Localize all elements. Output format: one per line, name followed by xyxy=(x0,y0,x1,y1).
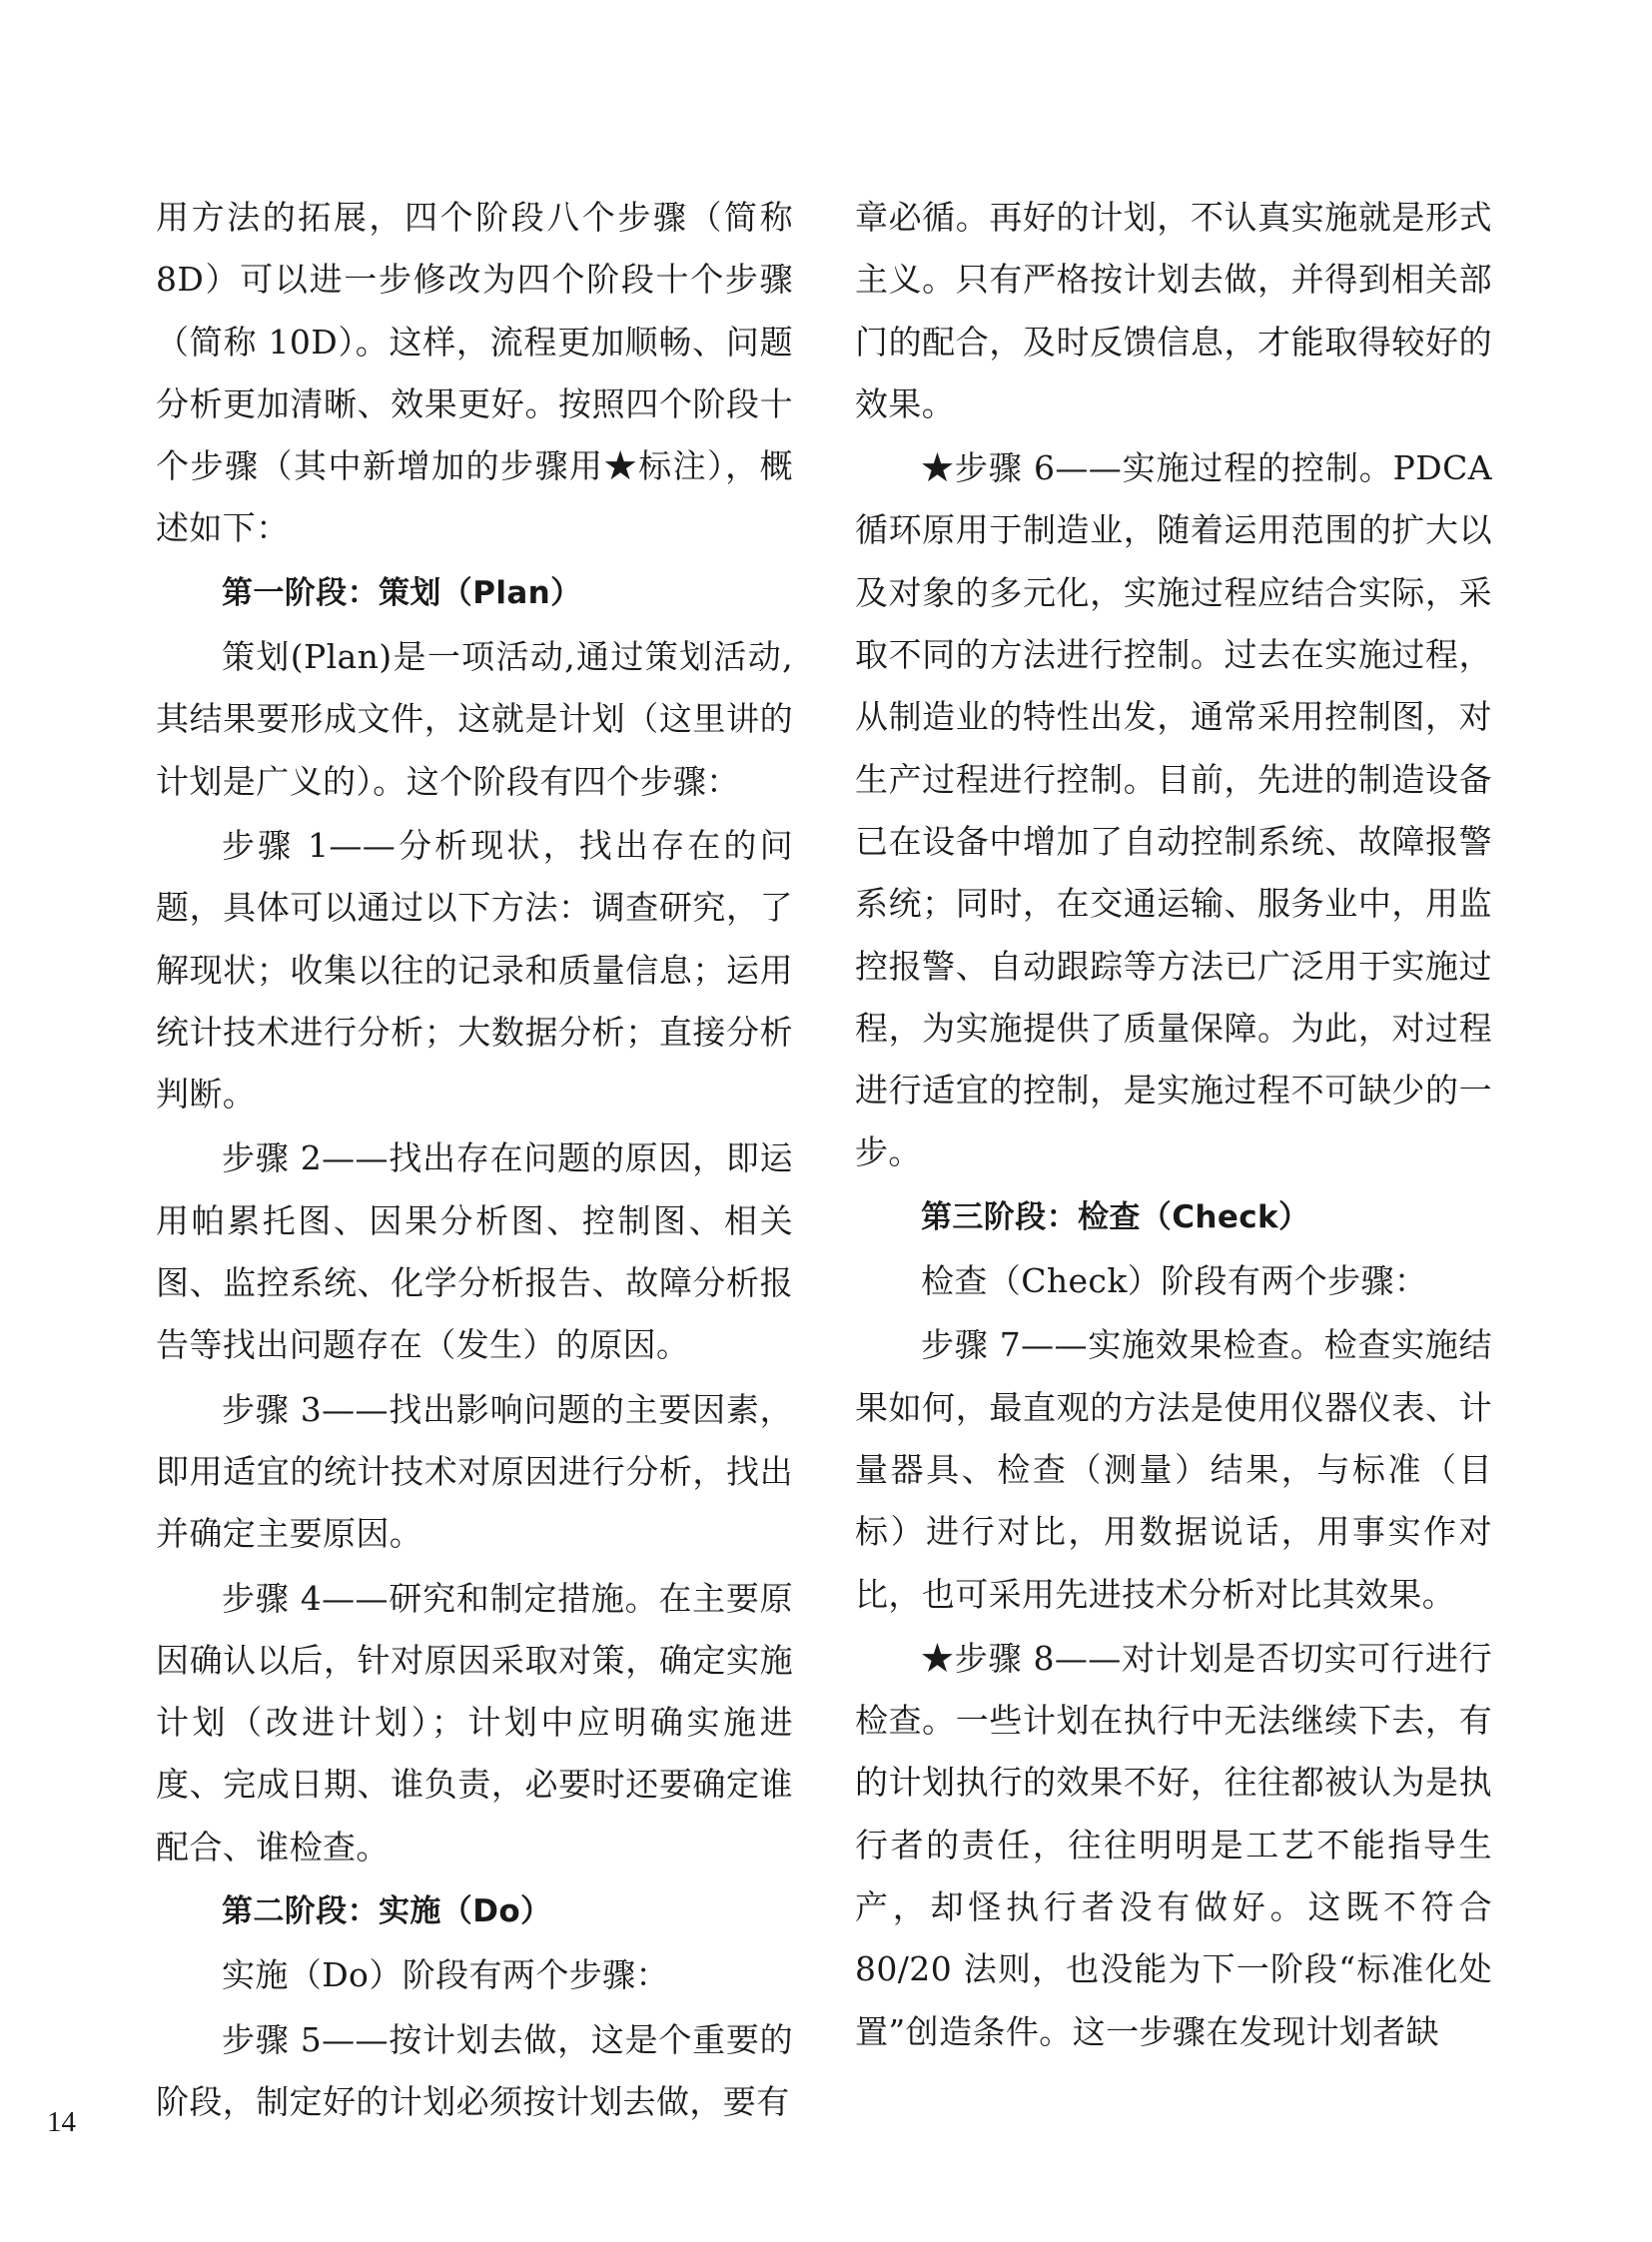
right-column xyxy=(855,187,1492,2063)
paragraph-step-1: 步骤 1——分析现状，找出存在的问题，具体可以通过以下方法：调查研究，了解现状；收集以往的记录和质量信息；运用统计技术进行分析；大数据分析；直接分析判断。 xyxy=(156,825,793,1115)
paragraph: 策划(Plan)是一项活动,通过策划活动,其结果要形成文件，这就是计划（这里讲的计划是广义的）。这个阶段有四个步骤： xyxy=(156,637,793,801)
paragraph-step-5: 步骤 5——按计划去做，这是个重要的阶段，制定好的计划必须按计划去做，要有 xyxy=(156,2019,793,2121)
section-heading-plan: 第一阶段：策划（Plan） xyxy=(222,574,582,611)
paragraph-step-7: 步骤 7——实施效果检查。检查实施结果如何，最直观的方法是使用仪器仪表、计量器具、检查（测量）结果，与标准（目标）进行对比，用数据说话，用事实作对比，也可采用先进技术分析对比其效果。 xyxy=(855,1325,1492,1614)
paragraph: 检查（Check）阶段有两个步骤： xyxy=(921,1261,1428,1301)
paragraph-step-8: ★步骤 8——对计划是否切实可行进行检查。一些计划在执行中无法继续下去，有的计划执行的效果不好，往往都被认为是执行者的责任，往往明明是工艺不能指导生产，却怪执行者没有做好。这既不符合 80/20 法则，也没能为下一阶段“标准化处置”创造条件。这一步骤在发现计划者缺 xyxy=(855,1638,1492,2051)
paragraph-step-4: 步骤 4——研究和制定措施。在主要原因确认以后，针对原因采取对策，确定实施计划（改进计划）；计划中应明确实施进度、完成日期、谁负责，必要时还要确定谁配合、谁检查。 xyxy=(156,1578,793,1867)
section-heading-do: 第二阶段：实施（Do） xyxy=(222,1893,552,1930)
page-number: 14 xyxy=(47,2106,76,2138)
paragraph-step-6: ★步骤 6——实施过程的控制。PDCA 循环原用于制造业，随着运用范围的扩大以及对象的多元化，实施过程应结合实际，采取不同的方法进行控制。过去在实施过程，从制造业的特性出发，通常采用控制图，对生产过程进行控制。目前，先进的制造设备已在设备中增加了自动控制系统、故障报警系统；同时，在交通运输、服务业中，用监控报警、自动跟踪等方法已广泛用于实施过程，为实施提供了质量保障。为此，对过程进行适宜的控制，是实施过程不可缺少的一步。 xyxy=(855,448,1492,1172)
paragraph-step-3: 步骤 3——找出影响问题的主要因素，即用适宜的统计技术对原因进行分析，找出并确定主要原因。 xyxy=(156,1389,793,1554)
left-column xyxy=(156,187,793,2133)
paragraph: 实施（Do）阶段有两个步骤： xyxy=(222,1955,669,1995)
section-heading-check: 第三阶段：检查（Check） xyxy=(921,1198,1310,1235)
paragraph-step-2: 步骤 2——找出存在问题的原因，即运用帕累托图、因果分析图、控制图、相关图、监控系统、化学分析报告、故障分析报告等找出问题存在（发生）的原因。 xyxy=(156,1138,793,1365)
paragraph: 用方法的拓展，四个阶段八个步骤（简称8D）可以进一步修改为四个阶段十个步骤（简称 10D）。这样，流程更加顺畅、问题分析更加清晰、效果更好。按照四个阶段十个步骤（其中新增加的步骤用★标注），概述如下： xyxy=(156,198,793,548)
paragraph: 章必循。再好的计划，不认真实施就是形式主义。只有严格按计划去做，并得到相关部门的配合，及时反馈信息，才能取得较好的效果。 xyxy=(855,198,1492,423)
